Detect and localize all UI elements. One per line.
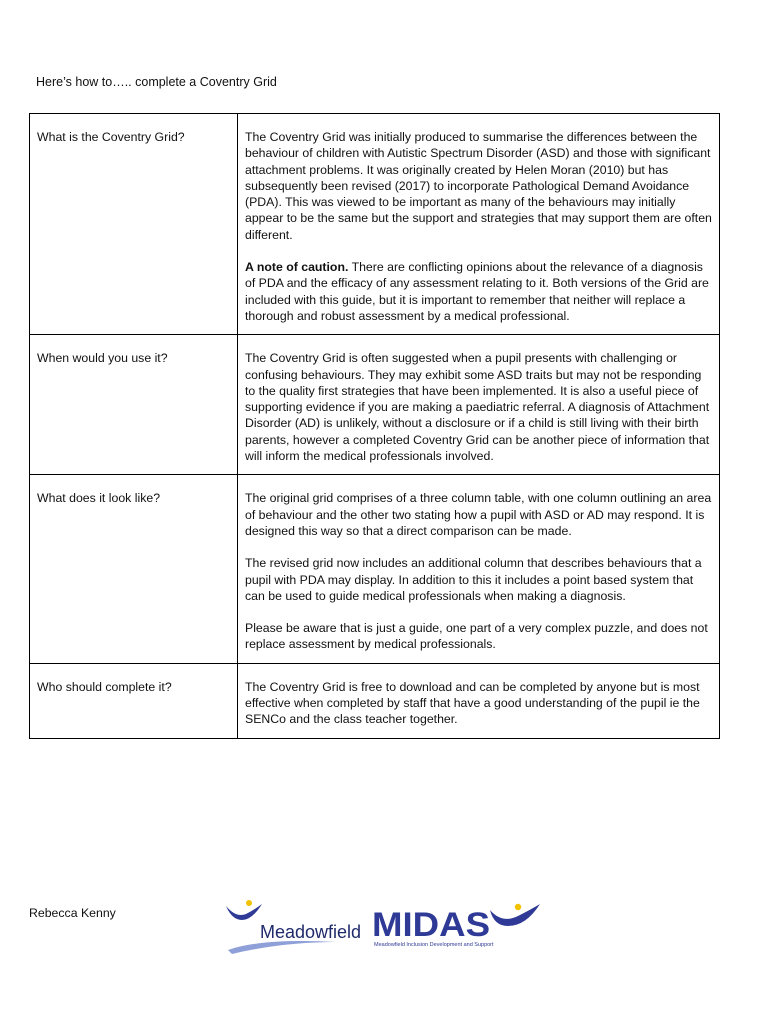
meadowfield-wordmark: Meadowfield [260,922,362,942]
page-title: Here’s how to….. complete a Coventry Grid [36,75,277,89]
question-cell: What does it look like? [30,475,238,663]
answer-cell [238,335,720,475]
question-cell: Who should complete it? [30,663,238,738]
answer-paragraph: The Coventry Grid is free to download and can be completed by anyone but is most effective when completed by staff that have a good understanding of the pupil ie the SENCo and the class teacher together. [245,679,700,727]
logo-graphic [222,898,547,958]
coventry-grid-table [29,113,720,739]
table-row [30,335,720,475]
tagline: Meadowfield Inclusion Development and Support [374,942,494,948]
question-cell: What is the Coventry Grid? [30,114,238,335]
answer-paragraph: A note of caution. There are conflicting opinions about the relevance of a diagnosis of PDA and the efficacy of any assessment relating to it. Both versions of the Grid are included with this guide, but it is important to remember that neither will replace a thorough and robust assessment by a medical professional. [245,260,709,323]
answer-paragraph: Please be aware that is just a guide, one part of a very complex puzzle, and does not replace assessment by medical professionals. [245,621,708,652]
figure-head-right-icon [515,904,521,910]
midas-wordmark: MIDAS [372,906,490,944]
table-row [30,663,720,738]
note-of-caution-label: A note of caution. [245,260,349,275]
answer-paragraph: The revised grid now includes an additional column that describes behaviours that a pupil with PDA may display. In addition to this it includes a point based system that can be used to guide medical professionals when making a diagnosis. [245,556,702,603]
answer-cell [238,475,720,663]
table-row [30,114,720,335]
table-row [30,475,720,663]
answer-cell [238,663,720,738]
answer-paragraph: The Coventry Grid was initially produced to summarise the differences between the behaviour of children with Autistic Spectrum Disorder (ASD) and those with significant attachment problems. It was originally created by Helen Moran (2010) but has subsequently been revised (2017) to incorporate Pathological Demand Avoidance (PDA). This was viewed to be important as many of the behaviours may initially appear to be the same but the support and strategies that may support them are often different. [245,130,712,242]
underline-swoosh-icon [228,941,337,954]
figure-swoosh-icon [226,904,262,920]
question-cell: When would you use it? [30,335,238,475]
figure-head-icon [246,900,252,906]
midas-logo [222,898,547,958]
answer-cell [238,114,720,335]
author-name: Rebecca Kenny [29,906,116,920]
answer-paragraph: The Coventry Grid is often suggested when a pupil presents with challenging or confusing behaviours. They may exhibit some ASD traits but may not be responding to the quality first strategies that have been implemented. It is also a useful piece of supporting evidence if you are making a paediatric referral. A diagnosis of Attachment Disorder (AD) is unlikely, without a disclosure or if a child is still living with their birth parents, however a completed Coventry Grid can be another piece of information that will inform the medical professionals involved. [245,351,710,464]
answer-paragraph: The original grid comprises of a three column table, with one column outlining an area of behaviour and the other two stating how a pupil with ASD or AD may respond. It is designed this way so that a direct comparison can be made. [245,491,712,538]
